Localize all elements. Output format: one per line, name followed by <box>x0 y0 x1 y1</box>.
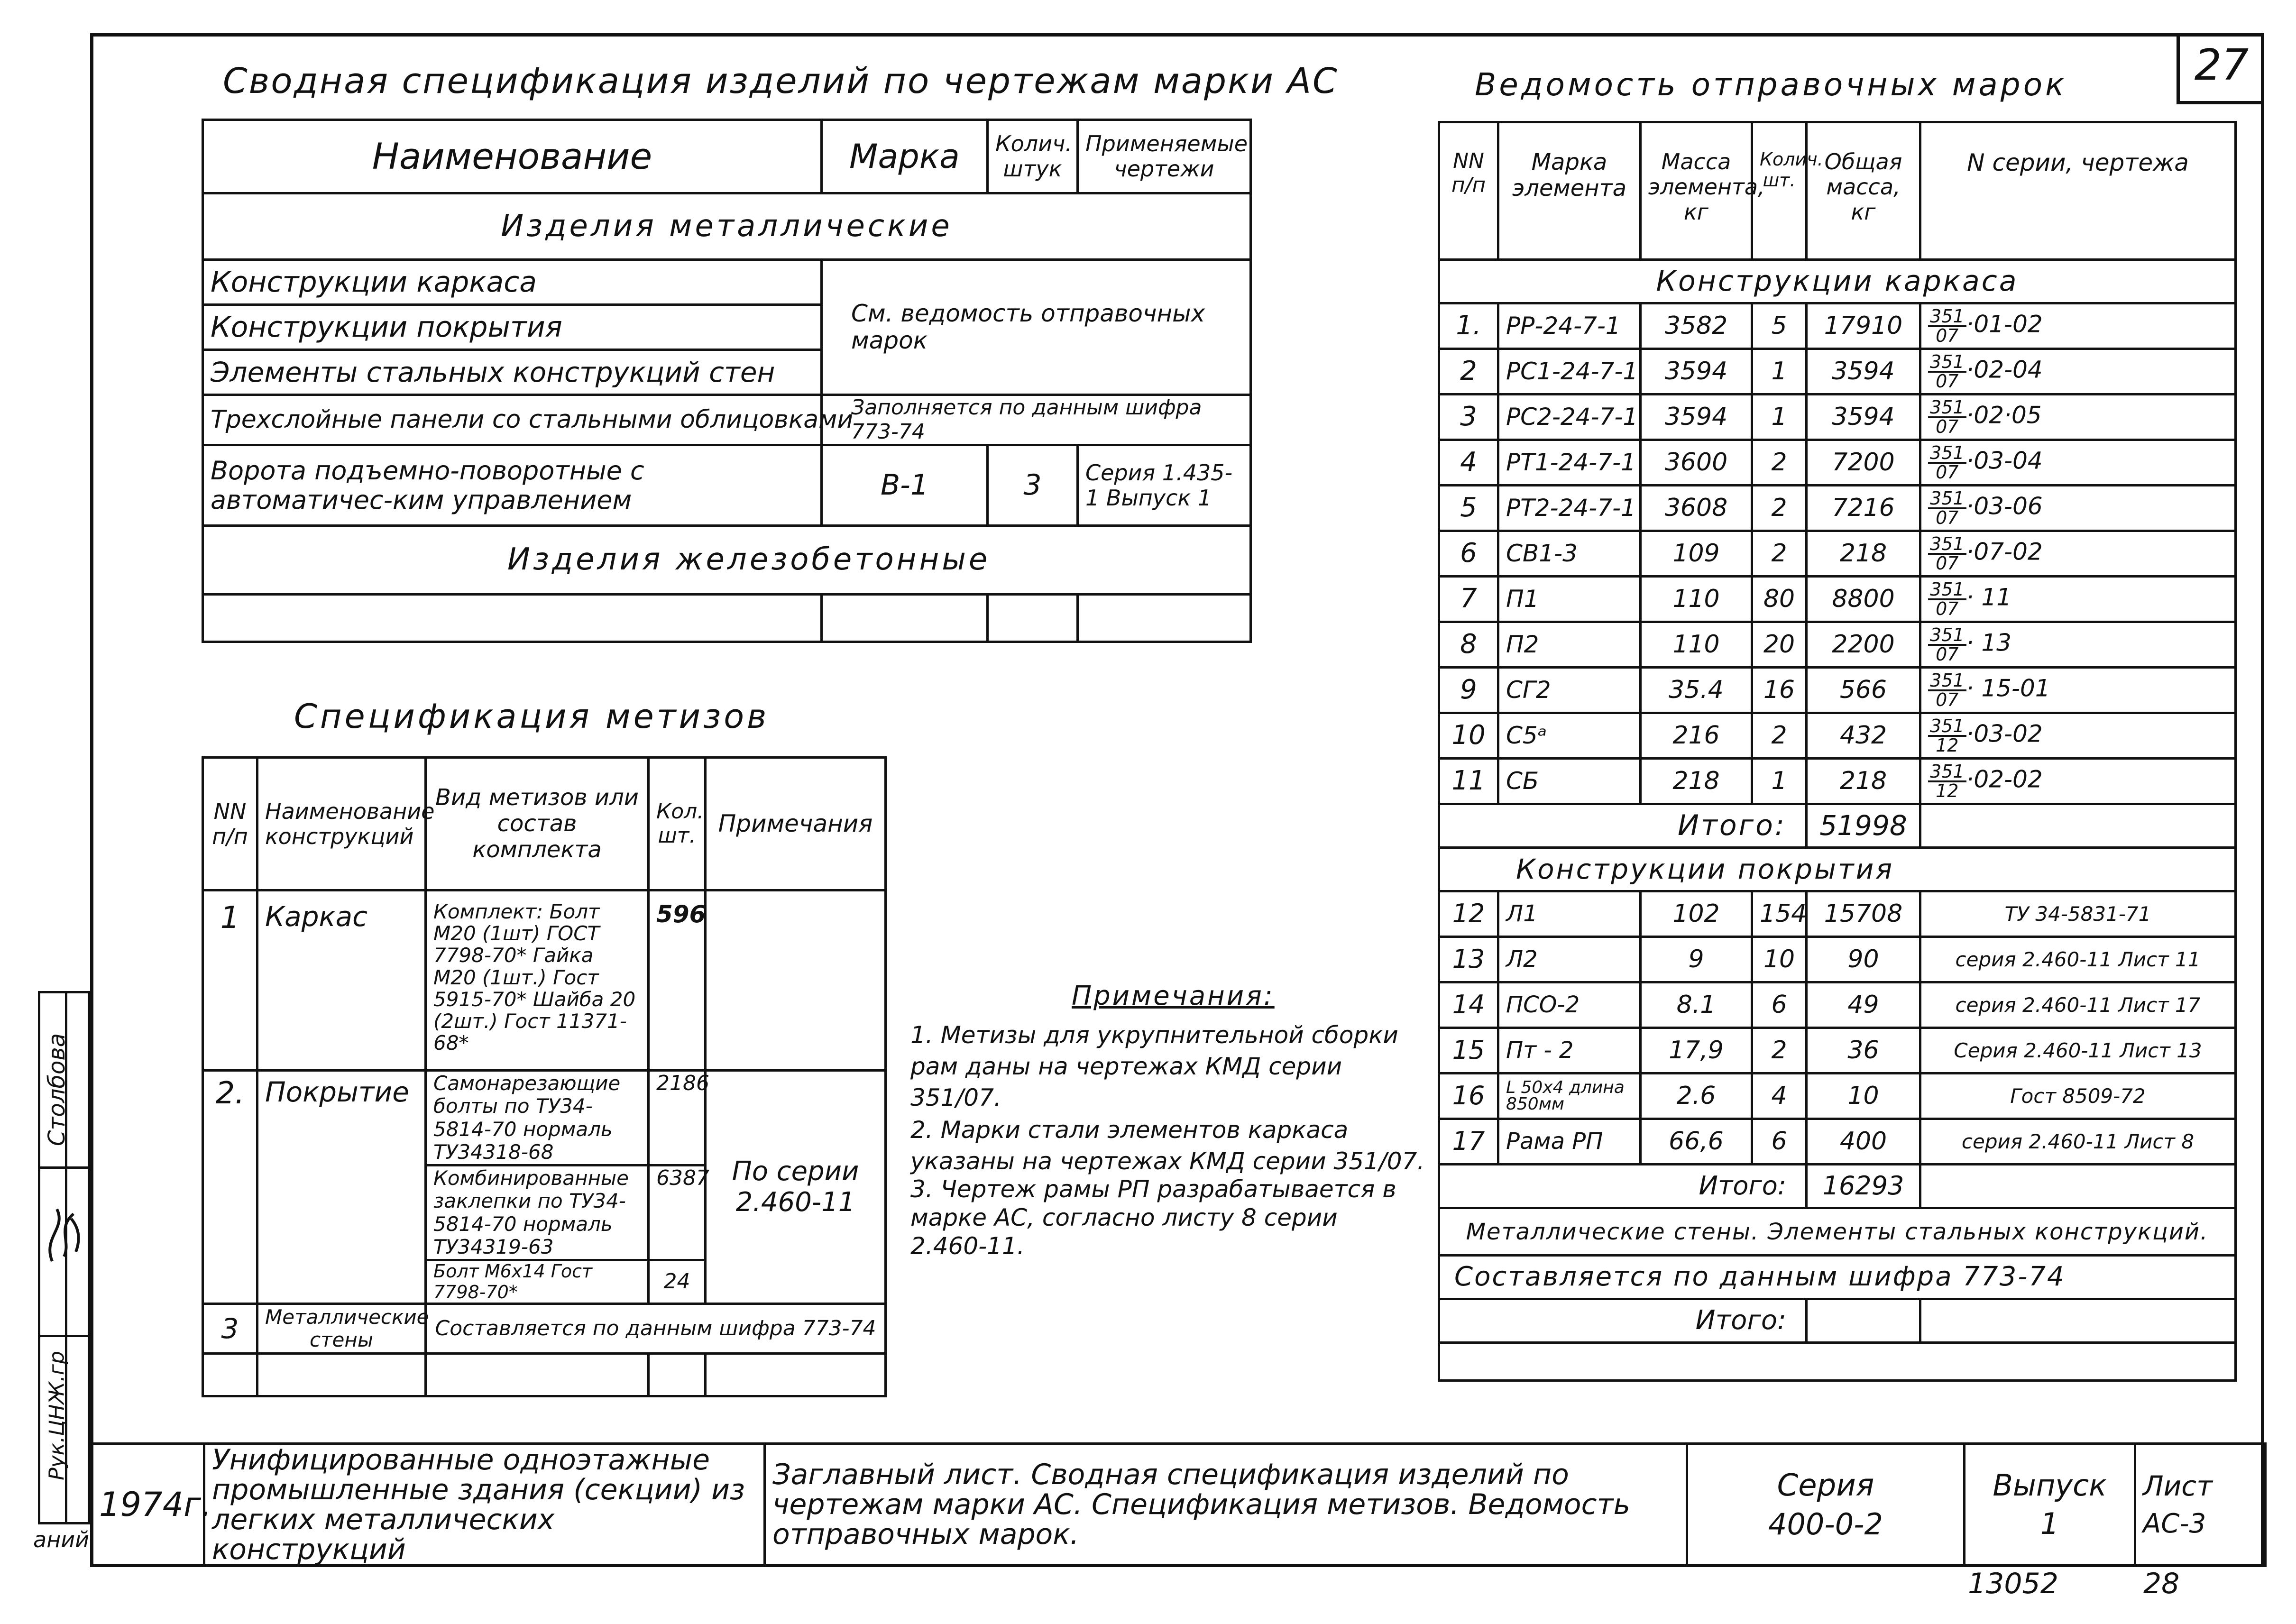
roof-row-mass: 2.6 <box>1641 1073 1752 1119</box>
roof-row-qty: 154 <box>1752 891 1807 937</box>
frame-row <box>1439 440 2236 486</box>
frame-row-mass: 216 <box>1641 713 1752 759</box>
frame-row <box>1439 713 2236 759</box>
frame-row-qty: 5 <box>1752 303 1807 349</box>
frame-row-n: 2 <box>1439 349 1498 395</box>
row-panels: Трехслойные панели со стальными облицовками <box>203 395 822 445</box>
frame-row-n: 10 <box>1439 713 1498 759</box>
tb-issue-label: Выпуск <box>1993 1468 2107 1503</box>
panels-note: Заполняется по данным шифра 773-74 <box>822 395 1251 445</box>
frame-row-series <box>1920 303 2236 349</box>
series-suffix: ·07-02 <box>1966 538 2043 566</box>
roof-row-mass: 66,6 <box>1641 1119 1752 1165</box>
hw-r1-kind: Комплект: Болт М20 (1шт) ГОСТ 7798-70* Гайка М20 (1шт.) Гост 5915-70* Шайба 20 (2шт.) Гост 11371-68* <box>426 890 649 1071</box>
frame-row-mass: 3594 <box>1641 395 1752 440</box>
series-numerator: 351 <box>1928 717 1966 736</box>
frame-row-total: 17910 <box>1807 303 1920 349</box>
hw-note-header: Примечания <box>706 758 886 890</box>
frame-row-qty: 16 <box>1752 668 1807 713</box>
roof-row-mass: 102 <box>1641 891 1752 937</box>
col-name-header: Наименование <box>203 120 822 193</box>
frame-row-mass: 35.4 <box>1641 668 1752 713</box>
frame-row-mass: 3608 <box>1641 486 1752 531</box>
frame-row-series <box>1920 395 2236 440</box>
stamp-role: Рук.ЦНЖ.гр <box>45 1351 69 1480</box>
frame-row-mark: РТ1-24-7-1 <box>1498 440 1641 486</box>
frame-row <box>1439 577 2236 622</box>
col-mark-header: Марка <box>822 120 988 193</box>
hw-r2b-qty: 6387 <box>649 1165 706 1260</box>
shipping-title: Ведомость отправочных марок <box>1475 66 2067 103</box>
frame-row-qty: 1 <box>1752 349 1807 395</box>
note-2: 2. Марки стали элементов каркаса указаны на чертежах КМД серии 351/07. <box>910 1116 1425 1175</box>
ship-num-header: NN п/п <box>1439 122 1498 260</box>
roof-row-mass: 8.1 <box>1641 982 1752 1028</box>
frame-row-n: 6 <box>1439 531 1498 577</box>
frame-row <box>1439 622 2236 668</box>
series-numerator: 351 <box>1928 308 1966 327</box>
series-suffix: ·03-06 <box>1966 493 2043 520</box>
hardware-title: Спецификация метизов <box>294 697 770 736</box>
frame-row-mark: РС1-24-7-1 <box>1498 349 1641 395</box>
frame-row <box>1439 759 2236 804</box>
corner-number: 27 <box>2194 40 2249 90</box>
hardware-table <box>202 756 887 1397</box>
frame-row-n: 4 <box>1439 440 1498 486</box>
frame-row-n: 1. <box>1439 303 1498 349</box>
frame-row-n: 3 <box>1439 395 1498 440</box>
frame-row-total: 566 <box>1807 668 1920 713</box>
frame-row-mass: 218 <box>1641 759 1752 804</box>
series-denominator: 07 <box>1936 643 1959 665</box>
series-numerator: 351 <box>1928 399 1966 418</box>
hw-name-header: Наименование конструкций <box>257 758 426 890</box>
hw-r2-num: 2. <box>203 1071 257 1304</box>
hw-r1-num: 1 <box>203 890 257 1071</box>
frame-row <box>1439 486 2236 531</box>
roof-row-n: 15 <box>1439 1028 1498 1073</box>
roof-row-series: серия 2.460-11 Лист 17 <box>1920 982 2236 1028</box>
frame-row-total: 218 <box>1807 531 1920 577</box>
frame-row-series <box>1920 486 2236 531</box>
frame-row <box>1439 303 2236 349</box>
page-number: 28 <box>2143 1567 2180 1600</box>
hw-num-header: NN п/п <box>203 758 257 890</box>
frame-row-n: 11 <box>1439 759 1498 804</box>
frame-row-qty: 1 <box>1752 395 1807 440</box>
tb-sheet-desc: Заглавный лист. Сводная спецификация изделий по чертежам марки АС. Спецификация метизов. Ведомость отправочных марок. <box>765 1444 1687 1566</box>
ship-series-header: N серии, чертежа <box>1920 122 2236 260</box>
frame-row-mark: РС2-24-7-1 <box>1498 395 1641 440</box>
gates-mark: В-1 <box>822 445 988 526</box>
frame-row-mass: 3582 <box>1641 303 1752 349</box>
tb-project: Унифицированные одноэтажные промышленные здания (секции) из легких металлических конструкций <box>204 1444 765 1566</box>
series-numerator: 351 <box>1928 535 1966 554</box>
frame-row-total: 7216 <box>1807 486 1920 531</box>
frame-row-series <box>1920 440 2236 486</box>
series-numerator: 351 <box>1928 763 1966 782</box>
roof-row-qty: 6 <box>1752 982 1807 1028</box>
series-suffix: ·03-02 <box>1966 720 2043 748</box>
hw-r2a-kind: Самонарезающие болты по ТУ34-5814-70 нормаль ТУ34318-68 <box>426 1071 649 1165</box>
frame-row-total: 3594 <box>1807 395 1920 440</box>
series-denominator: 07 <box>1936 370 1959 392</box>
hw-r1-qty: 596 <box>649 890 706 1071</box>
stamp-signature <box>38 1200 90 1266</box>
frame-row-n: 8 <box>1439 622 1498 668</box>
roof-row-n: 14 <box>1439 982 1498 1028</box>
frame-row-series <box>1920 349 2236 395</box>
series-denominator: 07 <box>1936 598 1959 619</box>
roof-row-n: 17 <box>1439 1119 1498 1165</box>
roof-row-mass: 17,9 <box>1641 1028 1752 1073</box>
roof-row-series: Гост 8509-72 <box>1920 1073 2236 1119</box>
frame-row-qty: 2 <box>1752 440 1807 486</box>
frame-row-n: 7 <box>1439 577 1498 622</box>
roof-row <box>1439 891 2236 937</box>
gates-drawing: Серия 1.435-1 Выпуск 1 <box>1078 445 1251 526</box>
ship-frame-total: 51998 <box>1807 804 1920 848</box>
roof-row-mark: ПСО-2 <box>1498 982 1641 1028</box>
series-suffix: ·02-02 <box>1966 766 2043 793</box>
frame-row-total: 432 <box>1807 713 1920 759</box>
summary-table <box>202 119 1252 643</box>
frame-row-series <box>1920 622 2236 668</box>
series-denominator: 07 <box>1936 461 1959 483</box>
roof-row-qty: 4 <box>1752 1073 1807 1119</box>
frame-row <box>1439 395 2236 440</box>
hw-qty-header: Кол. шт. <box>649 758 706 890</box>
frame-row-total: 2200 <box>1807 622 1920 668</box>
ship-roof-total: 16293 <box>1807 1165 1920 1208</box>
series-numerator: 351 <box>1928 490 1966 509</box>
series-numerator: 351 <box>1928 353 1966 372</box>
roof-row-total: 90 <box>1807 937 1920 982</box>
ship-mass-header: Масса элемента, кг <box>1641 122 1752 260</box>
frame-row-mark: П2 <box>1498 622 1641 668</box>
tb-series-value: 400-0-2 <box>1768 1506 1883 1541</box>
frame-row-mass: 3600 <box>1641 440 1752 486</box>
roof-row-total: 15708 <box>1807 891 1920 937</box>
gates-qty: 3 <box>988 445 1078 526</box>
hw-r1-name: Каркас <box>257 890 426 1071</box>
roof-row-qty: 2 <box>1752 1028 1807 1073</box>
roof-row-mark: L 50х4 длина 850мм <box>1498 1073 1641 1119</box>
roof-row-total: 36 <box>1807 1028 1920 1073</box>
hw-r2c-kind: Болт М6х14 Гост 7798-70* <box>426 1260 649 1304</box>
col-qty-header: Колич. штук <box>988 120 1078 193</box>
hw-r3-kind: Составляется по данным шифра 773-74 <box>426 1304 886 1354</box>
series-denominator: 12 <box>1936 734 1959 756</box>
series-denominator: 07 <box>1936 552 1959 574</box>
section-metal: Изделия металлические <box>203 193 1251 260</box>
series-denominator: 07 <box>1936 416 1959 437</box>
ship-roof-total-label: Итого: <box>1439 1165 1807 1208</box>
series-numerator: 351 <box>1928 672 1966 691</box>
hw-r2-name: Покрытие <box>257 1071 426 1304</box>
series-suffix: ·01-02 <box>1966 311 2043 338</box>
roof-row <box>1439 937 2236 982</box>
empty-cell <box>203 595 822 642</box>
series-numerator: 351 <box>1928 626 1966 645</box>
hw-r3-name: Металлические стены <box>257 1304 426 1354</box>
frame-row-total: 8800 <box>1807 577 1920 622</box>
roof-row-series: серия 2.460-11 Лист 8 <box>1920 1119 2236 1165</box>
frame-row <box>1439 531 2236 577</box>
frame-row-total: 218 <box>1807 759 1920 804</box>
ship-section-frame: Конструкции каркаса <box>1439 260 2236 303</box>
tb-year: 1974г. <box>92 1444 204 1566</box>
series-denominator: 07 <box>1936 507 1959 528</box>
frame-row <box>1439 668 2236 713</box>
roof-row-mark: Рама РП <box>1498 1119 1641 1165</box>
roof-row-n: 13 <box>1439 937 1498 982</box>
ship-section-walls: Металлические стены. Элементы стальных конструкций. <box>1439 1208 2236 1256</box>
roof-row-series: Серия 2.460-11 Лист 13 <box>1920 1028 2236 1073</box>
hw-r2b-kind: Комбинированные заклепки по ТУ34-5814-70 нормаль ТУ34319-63 <box>426 1165 649 1260</box>
roof-row-n: 16 <box>1439 1073 1498 1119</box>
roof-row-total: 49 <box>1807 982 1920 1028</box>
ship-walls-total-label: Итого: <box>1439 1299 1807 1343</box>
hw-r2a-qty: 2186 <box>649 1071 706 1165</box>
ship-total-header: Общая масса, кг <box>1807 122 1920 260</box>
frame-row-mark: СБ <box>1498 759 1641 804</box>
ship-frame-total-label: Итого: <box>1439 804 1807 848</box>
roof-row-mark: Л2 <box>1498 937 1641 982</box>
frame-row-qty: 2 <box>1752 531 1807 577</box>
frame-row-mark: РР-24-7-1 <box>1498 303 1641 349</box>
hw-r2c-qty: 24 <box>649 1260 706 1304</box>
frame-row-qty: 80 <box>1752 577 1807 622</box>
frame-row-n: 5 <box>1439 486 1498 531</box>
series-numerator: 351 <box>1928 581 1966 600</box>
stamp-fragment: аний <box>33 1527 90 1552</box>
roof-row-total: 10 <box>1807 1073 1920 1119</box>
row-gates: Ворота подъемно-поворотные с автоматичес-ким управлением <box>203 445 822 526</box>
roof-row <box>1439 1119 2236 1165</box>
tb-series-label: Серия <box>1777 1468 1874 1503</box>
frame-row <box>1439 349 2236 395</box>
hw-r3-num: 3 <box>203 1304 257 1354</box>
frame-row-series <box>1920 531 2236 577</box>
archive-number: 13052 <box>1968 1567 2058 1600</box>
series-suffix: · 11 <box>1966 584 2011 611</box>
roof-row-total: 400 <box>1807 1119 1920 1165</box>
note-3: 3. Чертеж рамы РП разрабатывается в марке АС, согласно листу 8 серии 2.460-11. <box>910 1175 1396 1260</box>
frame-row-mass: 110 <box>1641 622 1752 668</box>
series-denominator: 07 <box>1936 325 1959 346</box>
frame-row-mark: П1 <box>1498 577 1641 622</box>
frame-row-total: 7200 <box>1807 440 1920 486</box>
ship-mark-header: Марка элемента <box>1498 122 1641 260</box>
roof-row-qty: 6 <box>1752 1119 1807 1165</box>
frame-row-series <box>1920 577 2236 622</box>
col-drawings-header: Применяемые чертежи <box>1078 120 1251 193</box>
series-suffix: ·03-04 <box>1966 447 2043 475</box>
frame-row-total: 3594 <box>1807 349 1920 395</box>
frame-row-qty: 20 <box>1752 622 1807 668</box>
stamp-name: Столбова <box>44 1033 70 1147</box>
ship-walls-text: Составляется по данным шифра 773-74 <box>1439 1256 2236 1299</box>
series-suffix: ·02·05 <box>1966 402 2042 429</box>
frame-row-mark: СГ2 <box>1498 668 1641 713</box>
series-suffix: · 13 <box>1966 629 2011 657</box>
roof-row-mark: Пт - 2 <box>1498 1028 1641 1073</box>
title-block <box>90 1442 2267 1567</box>
roof-row <box>1439 1073 2236 1119</box>
frame-row-mark: С5ᵃ <box>1498 713 1641 759</box>
frame-row-qty: 2 <box>1752 713 1807 759</box>
frame-row-n: 9 <box>1439 668 1498 713</box>
hw-kind-header: Вид метизов или состав комплекта <box>426 758 649 890</box>
summary-title: Сводная спецификация изделий по чертежам марки АС <box>223 61 1339 101</box>
series-denominator: 07 <box>1936 689 1959 710</box>
frame-row-series <box>1920 713 2236 759</box>
roof-row <box>1439 982 2236 1028</box>
series-suffix: · 15-01 <box>1966 675 2050 702</box>
frame-row-series <box>1920 668 2236 713</box>
tb-sheet-value: АС-3 <box>2143 1508 2206 1539</box>
hw-r2-note: По серии 2.460-11 <box>706 1071 886 1304</box>
row-frame: Конструкции каркаса <box>203 260 822 305</box>
frame-row-mass: 109 <box>1641 531 1752 577</box>
roof-row-series: серия 2.460-11 Лист 11 <box>1920 937 2236 982</box>
series-suffix: ·02-04 <box>1966 356 2043 384</box>
section-concrete: Изделия железобетонные <box>203 526 1251 595</box>
frame-row-mark: РТ2-24-7-1 <box>1498 486 1641 531</box>
tb-sheet-label: Лист <box>2143 1469 2213 1502</box>
frame-row-mass: 3594 <box>1641 349 1752 395</box>
roof-row-series: ТУ 34-5831-71 <box>1920 891 2236 937</box>
frame-row-series <box>1920 759 2236 804</box>
roof-row <box>1439 1028 2236 1073</box>
roof-row-mark: Л1 <box>1498 891 1641 937</box>
series-numerator: 351 <box>1928 444 1966 463</box>
roof-row-mass: 9 <box>1641 937 1752 982</box>
frame-row-mark: СВ1-3 <box>1498 531 1641 577</box>
frame-row-qty: 1 <box>1752 759 1807 804</box>
frame-row-mass: 110 <box>1641 577 1752 622</box>
roof-row-n: 12 <box>1439 891 1498 937</box>
ref-shipping-list: См. ведомость отправочных марок <box>822 260 1251 395</box>
ship-section-roof: Конструкции покрытия <box>1439 848 2236 891</box>
frame-row-qty: 2 <box>1752 486 1807 531</box>
notes-title: Примечания: <box>1072 981 1275 1011</box>
row-walls: Элементы стальных конструкций стен <box>203 350 822 395</box>
roof-row-qty: 10 <box>1752 937 1807 982</box>
tb-issue-value: 1 <box>2040 1506 2059 1541</box>
series-denominator: 12 <box>1936 780 1959 801</box>
shipping-table <box>1438 121 2237 1382</box>
ship-qty-header: Колич. шт. <box>1752 122 1807 260</box>
note-1: 1. Метизы для укрупнительной сборки рам даны на чертежах КМД серии 351/07. <box>910 1021 1398 1111</box>
row-roof: Конструкции покрытия <box>203 305 822 350</box>
